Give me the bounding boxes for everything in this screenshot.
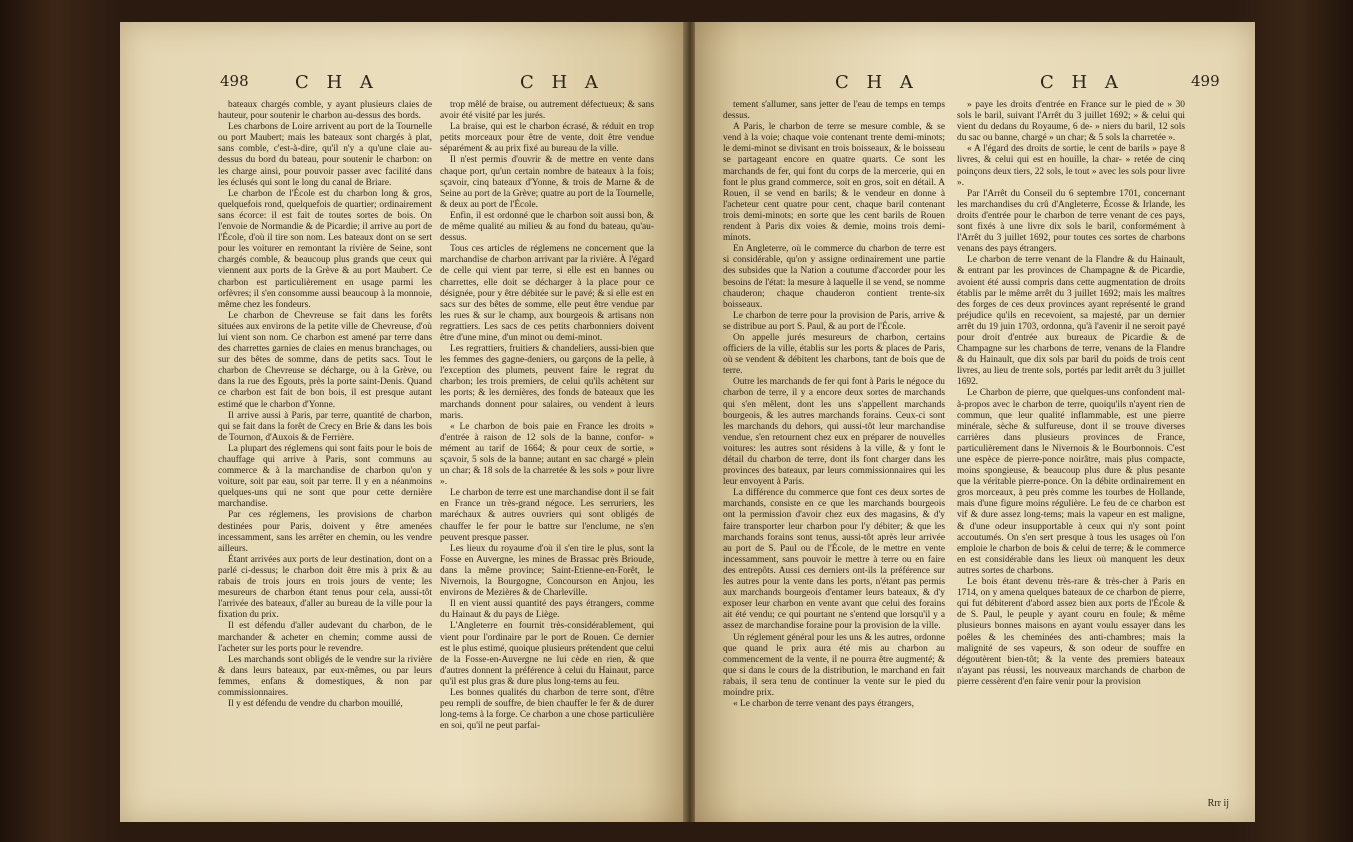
page-number-right: 499	[1191, 72, 1220, 90]
running-head-right-col2: C H A	[1040, 72, 1124, 93]
paragraph: » paye les droits d'entrée en France sur le pied de » 30 sols le baril, suivant l'Arrêt du 3 juillet 1692; » & celui qui vient du dedans du Royaume, 6 de- » niers du baril, 12 sols du sac ou banne, chargé » un char; & 5 sols la charretée ».	[957, 100, 1185, 144]
running-head-right-col1: C H A	[835, 72, 919, 93]
paragraph: Le charbon de l'École est du charbon long & gros, quelquefois rond, quelquefois de quartier; ordinairement sans écorce: il est fait de toutes sortes de bois. On l'envoie de Normandie & de Picardie; il arrive au port de l'École, d'où il tire son nom. Les bateaux dont on se sert pour les voiturer en remontant la rivière de Seine, sont chargés comble, & beaucoup plus grands que ceux qui viennent aux ports de la Grève & au port Maubert. Ce charbon est particulièrement en usage parmi les orfèvres; il s'en consomme aussi beaucoup à la monnoie, même chez les fondeurs.	[218, 188, 432, 310]
paragraph: En Angleterre, où le commerce du charbon de terre est si considérable, qu'on y assigne ordinairement une partie des subsides que la Nation a coutume d'accorder pour les besoins de l'état: la mesure à laquelle il se vend, se nomme chauderon; chaque chauderon contient trente-six boisseaux.	[723, 244, 945, 310]
paragraph: « Le charbon de bois paie en France les droits » d'entrée à raison de 12 sols de la banne, confor- » mément au tarif de 1664; & pour ceux de sortie, » sçavoir, 5 sols de la banne; autant en sac chargé » plein un char; & 18 sols de la charretée & les sols » pour livre ».	[440, 421, 654, 488]
text-column-left-1	[218, 100, 432, 710]
paragraph: La braise, qui est le charbon écrasé, & réduit en trop petits morceaux pour être de vente, doit être vendue séparément & au prix fixé au bureau de la ville.	[440, 122, 654, 155]
paragraph: Les charbons de Loire arrivent au port de la Tournelle ou port Maubert; mais les bateaux sont chargés à plat, sans comble, c'est-à-dire, qu'il n'y a qu'une claie au-dessus du bord du bateau, pour soutenir le charbon: on les charge ainsi, pour pouvoir passer avec facilité dans les éclusés qui sont le long du canal de Briare.	[218, 122, 432, 188]
paragraph: Par ces réglemens, les provisions de charbon destinées pour Paris, doivent y être amenées incessamment, sans les arrêter en chemin, ou les vendre ailleurs.	[218, 510, 432, 554]
paragraph: trop mêlé de braise, ou autrement défectueux; & sans avoir été visité par les jurés.	[440, 100, 654, 122]
paragraph: La différence du commerce que font ces deux sortes de marchands, consiste en ce que les marchands bourgeois ont la permission d'avoir chez eux des magasins, & d'y faire transporter leur charbon pour l'y débiter; & que les marchands forains sont tenus, aussi-tôt après leur arrivée au port de S. Paul ou de l'École, de le mettre en vente incessamment, sans pouvoir le mettre à terre ou en faire des entrepôts. Aussi ces derniers ont-ils la préférence sur les autres pour la vente dans les ports, n'étant pas permis aux marchands bourgeois d'entamer leurs bateaux, & d'y exposer leur charbon en vente avant que celui des forains ait été vendu; ce qui pourtant ne s'entend que lorsqu'il y a assez de marchandise foraine pour la provision de la ville.	[723, 488, 945, 632]
paragraph: Un réglement général pour les uns & les autres, ordonne que quand le prix aura été mis au charbon au commencement de la vente, il ne pourra être augmenté; & que si dans le cours de la distribution, le marchand en fait rabais, il sera tenu de continuer la vente sur le pied du moindre prix.	[723, 632, 945, 698]
paragraph: bateaux chargés comble, y ayant plusieurs claies de hauteur, pour soutenir le charbon au-dessus des bords.	[218, 100, 432, 122]
paragraph: Le Charbon de pierre, que quelques-uns confondent mal-à-propos avec le charbon de terre, quoiqu'ils n'ayent rien de commun, que leur qualité inflammable, est une pierre minérale, sèche & sulfureuse, dont il se trouve diverses carrières dans plusieurs provinces de France, particulièrement dans le Nivernois & le Bourbonnois. C'est une espèce de pierre-ponce noirâtre, mais plus compacte, moins spongieuse, & beaucoup plus dure & plus pesante que la véritable pierre-ponce. On la débite ordinairement en gros morceaux, à peu près comme les tourbes de Hollande, mais d'une figure moins régulière. Le feu de ce charbon est vif & dure assez long-tems; mais la vapeur en est maligne, & d'une odeur insupportable à ceux qui n'y sont point accoutumés. On s'en sert presque à tous les usages où l'on emploie le charbon de bois & celui de terre; & le commerce en est considérable dans les lieux où manquent les deux autres sortes de charbons.	[957, 388, 1185, 576]
paragraph: Outre les marchands de fer qui font à Paris le négoce du charbon de terre, il y a encore deux sortes de marchands qui s'en mêlent, dont les uns s'appellent marchands bourgeois, & les autres marchands forains. Ceux-ci sont les marchands du dehors, qui aussi-tôt leur marchandise vendue, s'en retournent chez eux en préparer de nouvelles voitures: les autres sont résidens à la ville, & y font le détail du charbon de terre, dont ils font charger dans les provinces des bateaux, par leurs commissionnaires qui les leur envoyent à Paris.	[723, 377, 945, 488]
paragraph: Par l'Arrêt du Conseil du 6 septembre 1701, concernant les marchandises du crû d'Angleterre, Écosse & Irlande, les droits d'entrée pour le charbon de terre venant de ces pays, sont fixés à une livre dix sols le baril, conformément à l'Arrêt du 3 juillet 1692, pour toutes ces sortes de charbons venans des pays étrangers.	[957, 188, 1185, 255]
text-column-right-2	[957, 100, 1185, 688]
paragraph: Il est défendu d'aller audevant du charbon, de le marchander & acheter en chemin; comme aussi de l'acheter sur les ports pour le revendre.	[218, 621, 432, 654]
text-column-left-2	[440, 100, 654, 732]
paragraph: Les lieux du royaume d'où il s'en tire le plus, sont la Fosse en Auvergne, les mines de Brassac près Brioude, dans la même province; Saint-Etienne-en-Forêt, le Nivernois, la Bourgogne, Concourson en Anjou, les environs de Mezières & de Charleville.	[440, 543, 654, 599]
paragraph: Il arrive aussi à Paris, par terre, quantité de charbon, qui se fait dans la forêt de Crecy en Brie & dans les bois de Tournon, d'Auxois & de Ferrière.	[218, 410, 432, 443]
paragraph: Les bonnes qualités du charbon de terre sont, d'être peu rempli de souffre, de bien chauffer le fer & de durer long-tems à la forge. Ce charbon a une chose particulière en soi, qu'il ne peut parfai-	[440, 687, 654, 732]
paragraph: « A l'égard des droits de sortie, le cent de barils » paye 8 livres, & celui qui est en houille, la char- » retée de cinq poinçons deux tiers, 22 sols, le tout » avec les sols pour livre ».	[957, 144, 1185, 188]
paragraph: On appelle jurés mesureurs de charbon, certains officiers de la ville, établis sur les ports & places de Paris, où se vendent & débitent les charbons, tant de bois que de terre.	[723, 332, 945, 377]
signature-mark: Rrr ij	[1207, 798, 1229, 809]
text-column-right-1	[723, 100, 945, 710]
paragraph: Enfin, il est ordonné que le charbon soit aussi bon, & de même qualité au milieu & au fond du bateau, qu'au-dessus.	[440, 210, 654, 244]
paragraph: Le charbon de terre venant de la Flandre & du Hainault, & entrant par les provinces de Champagne & de Picardie, avoient été aussi compris dans cette augmentation de droits établis par le même arrêt du 3 juillet 1692; mais les maîtres des forges de ces deux provinces ayant représenté le grand préjudice qu'ils en recevoient, sa majesté, par un dernier arrêt du 19 juin 1703, ordonna, qu'à l'avenir il ne seroit payé pour droit d'entrée aux bureaux de Picardie & de Champagne sur les charbons de terre, venans de la Flandre & du Hainault, que dix sols par baril du poids de trois cent livres, au lieu de trente sols, portés par ledit arrêt du 3 juillet 1692.	[957, 255, 1185, 388]
paragraph: Il y est défendu de vendre du charbon mouillé,	[228, 699, 403, 710]
left-page	[120, 22, 685, 822]
paragraph: « Le charbon de terre venant des pays étrangers,	[733, 699, 914, 710]
paragraph: tement s'allumer, sans jetter de l'eau de temps en temps dessus.	[723, 100, 945, 122]
paragraph: L'Angleterre en fournit très-considérablement, qui vient pour l'ordinaire par le port de Rouen. Ce dernier est le plus estimé, quoique plusieurs prétendent que celui de la Fosse-en-Auvergne ne lui cède en rien, & que d'autres donnent la préférence à celui du Hainaut, parce qu'il est plus gras & dure plus long-tems au feu.	[440, 621, 654, 687]
paragraph: Le charbon de terre pour la provision de Paris, arrive & se distribue au port S. Paul, & au port de l'École.	[723, 310, 945, 332]
paragraph: Le bois étant devenu très-rare & très-cher à Paris en 1714, on y amena quelques bateaux de ce charbon de pierre, qui fut débiterent d'abord assez bien aux ports de l'École & de S. Paul, le peuple y ayant couru en foule; & même plusieurs bonnes maisons en ayant voulu essayer dans les poêles & les cheminées des anti-chambres; mais la malignité de ses vapeurs, & son odeur de souffre en dégoutèrent bien-tôt; & la vente des premiers bateaux n'ayant pas réussi, les nouveaux marchands de charbon de pierre cessèrent d'en faire venir pour la provision	[957, 577, 1185, 687]
paragraph: Tous ces articles de réglemens ne concernent que la marchandise de charbon arrivant par la rivière. À l'égard de celle qui vient par terre, si elle est en bannes ou charrettes, elle doit se décharger à la place pour ce désignée, pour y être débitée sur le pavé; & si elle est en sacs sur des bêtes de somme, elle peut être vendue par les rues & sur le champ, aux bourgeois & artisans non regrattiers. Les sacs de ces petits charbonniers doivent être d'une mine, d'un minot ou demi-minot.	[440, 244, 654, 343]
paragraph: Les regrattiers, fruitiers & chandeliers, aussi-bien que les femmes des gagne-deniers, ou garçons de la pelle, à l'exception des plumets, peuvent faire le regrat du charbon; les trois premiers, de celui qu'ils achètent sur les ports; & les dernières, des fonds de bateaux que les marchands donnent pour salaires, ou vendent à leurs maris.	[440, 344, 654, 421]
right-page	[695, 22, 1255, 822]
running-head-left-col2: C H A	[520, 72, 604, 93]
paragraph: Étant arrivées aux ports de leur destination, dont on a parlé ci-dessus; le charbon doit être mis à prix & au rabais de trois jours en trois jours de vente; les mesureurs de charbon étant tenus pour cela, aussi-tôt l'arrivée des bateaux, d'aller au bureau de la ville pour la fixation du prix.	[218, 554, 432, 621]
paragraph: Les marchands sont obligés de le vendre sur la rivière & dans leurs bateaux, par eux-mêmes, ou par leurs femmes, enfans & domestiques, & non par commissionnaires.	[218, 654, 432, 698]
paragraph: Le charbon de Chevreuse se fait dans les forêts situées aux environs de la petite ville de Chevreuse, d'où lui vient son nom. Ce charbon est amené par terre dans des charrettes garnies de claies en menus branchages, ou sur des bêtes de somme, dans de petits sacs. Tout le charbon de Chevreuse se décharge, ou à la Grève, ou dans la rue des Egouts, près la porte saint-Denis. Quand ce charbon est fait de bon bois, il est presque autant estimé que le charbon d'Yonne.	[218, 310, 432, 410]
page-number-left: 498	[220, 72, 249, 90]
running-head-left-col1: C H A	[295, 72, 379, 93]
paragraph: La plupart des réglemens qui sont faits pour le bois de chauffage qui arrive à Paris, sont communs au commerce & à la marchandise de charbon qu'on y voiture, soit par eau, soit par terre. Il y en a néanmoins quelques-uns qui ne sont que pour cette dernière marchandise.	[218, 443, 432, 510]
paragraph: Il n'est permis d'ouvrir & de mettre en vente dans chaque port, qu'un certain nombre de bateaux à la fois; sçavoir, cinq bateaux d'Yonne, & trois de Marne & de Seine au port de la Grève; quatre au port de la Tournelle, & deux au port de l'École.	[440, 155, 654, 210]
paragraph: Le charbon de terre est une marchandise dont il se fait en France un très-grand négoce. Les serruriers, les maréchaux & autres ouvriers qui sont obligés de chauffer le fer pour le battre sur l'enclume, ne s'en peuvent presque passer.	[440, 488, 654, 543]
paragraph: Il en vient aussi quantité des pays étrangers, comme du Hainaut & du pays de Liège.	[440, 599, 654, 621]
paragraph: A Paris, le charbon de terre se mesure comble, & se vend à la voie; chaque voie contenant trente demi-minots; le demi-minot se divisant en trois boisseaux, & le boisseau se partageant encore en quatre quarts. Ce sont les marchands de fer, qui font du corps de la mercerie, qui en font le plus grand commerce, soit en gros, soit en détail. A Rouen, il se vend en barils; & le vendeur en donne à l'acheteur cent quatre pour cent, chaque baril contenant trois demi-minots; en sorte que les cent barils de Rouen rendent à Paris dix voies & demie, moins trois demi-minots.	[723, 122, 945, 244]
